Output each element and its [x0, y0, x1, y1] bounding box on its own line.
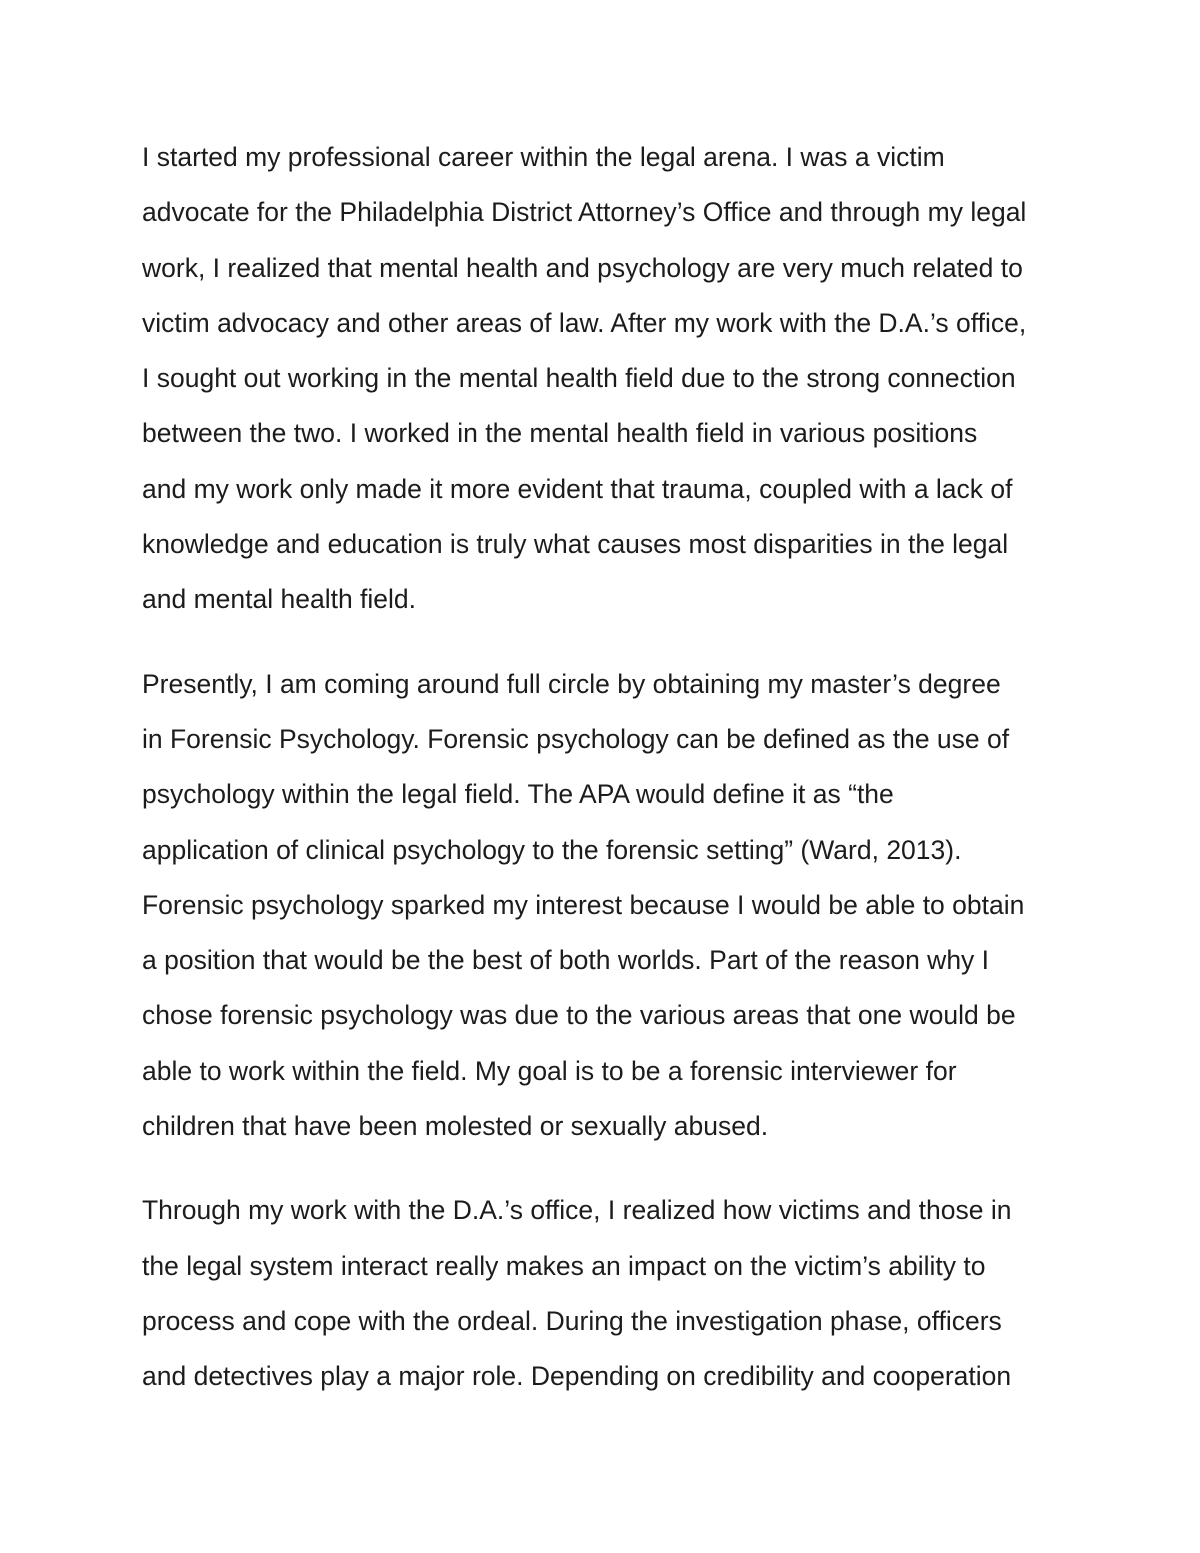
text-line: application of clinical psychology to the forensic setting” (Ward, 2013).: [142, 834, 962, 865]
text-line: chose forensic psychology was due to the various areas that one would be: [142, 1000, 1016, 1031]
document-body: [142, 130, 1082, 1434]
text-line: able to work within the field. My goal is to be a forensic interviewer for: [142, 1055, 957, 1086]
text-line: process and cope with the ordeal. During the investigation phase, officers: [142, 1305, 1002, 1336]
text-line: and detectives play a major role. Depending on credibility and cooperation: [142, 1361, 1012, 1392]
text-line: Forensic psychology sparked my interest because I would be able to obtain: [142, 889, 1025, 920]
text-line: Through my work with the D.A.’s office, I realized how victims and those in: [142, 1195, 1012, 1226]
paragraph-2: [142, 657, 1082, 1155]
text-line: psychology within the legal field. The APA would define it as “the: [142, 779, 894, 810]
text-line: victim advocacy and other areas of law. After my work with the D.A.’s office,: [142, 307, 1027, 338]
text-line: advocate for the Philadelphia District Attorney’s Office and through my legal: [142, 197, 1027, 228]
text-line: knowledge and education is truly what causes most disparities in the legal: [142, 529, 1009, 560]
text-line: children that have been molested or sexually abused.: [142, 1111, 769, 1142]
text-line: a position that would be the best of both worlds. Part of the reason why I: [142, 945, 990, 976]
paragraph-1: [142, 130, 1082, 628]
text-line: I sought out working in the mental health field due to the strong connection: [142, 363, 1016, 394]
text-line: and my work only made it more evident that trauma, coupled with a lack of: [142, 473, 1013, 504]
text-line: in Forensic Psychology. Forensic psychology can be defined as the use of: [142, 723, 1010, 754]
text-line: Presently, I am coming around full circle by obtaining my master’s degree: [142, 668, 1001, 699]
text-line: and mental health field.: [142, 584, 417, 615]
paragraph-3: [142, 1183, 1082, 1404]
text-line: the legal system interact really makes an impact on the victim’s ability to: [142, 1250, 986, 1281]
text-line: I started my professional career within the legal arena. I was a victim: [142, 142, 945, 172]
text-line: work, I realized that mental health and psychology are very much related to: [142, 252, 1023, 283]
text-line: between the two. I worked in the mental health field in various positions: [142, 418, 978, 449]
